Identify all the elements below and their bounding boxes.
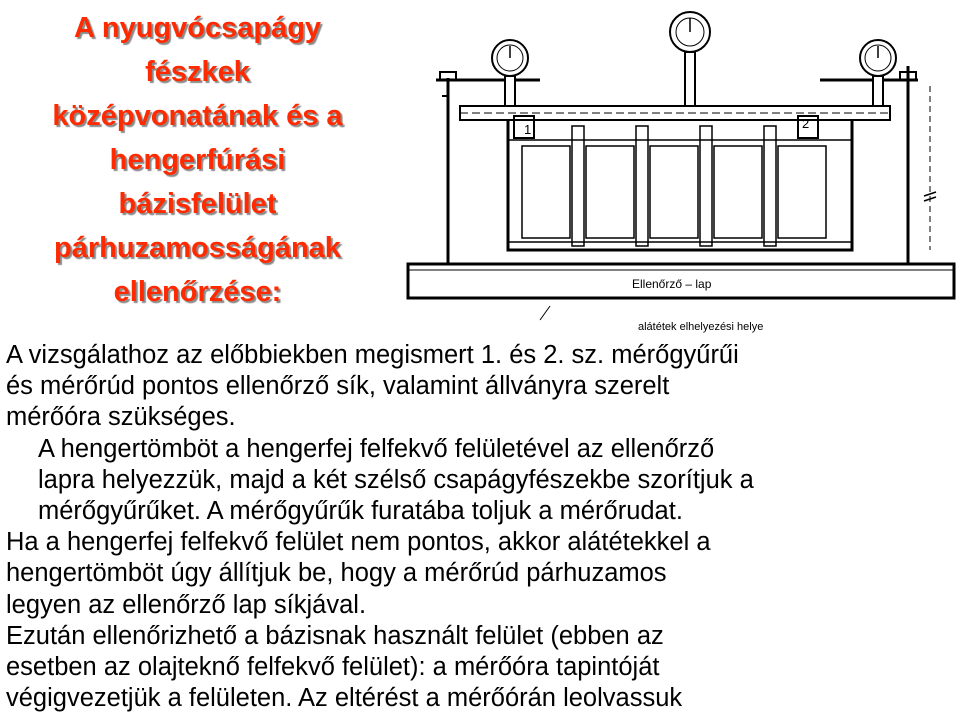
plate-label: Ellenőrző – lap xyxy=(632,277,712,291)
paragraph xyxy=(6,621,956,715)
title-line: bázisfelület xyxy=(118,188,277,220)
text-line: mérőgyűrűket. A mérőgyűrűk furatába toljuk a mérőrudat. xyxy=(38,497,683,526)
engine-block-check-drawing xyxy=(400,6,960,336)
text-line: esetben az olajteknő felfekvő felület): a mérőóra tapintóját xyxy=(6,653,660,682)
slide-title xyxy=(0,6,395,314)
text-line: Ezután ellenőrizhető a bázisnak használt felület (ebben az xyxy=(6,621,664,650)
text-line: mérőóra szükséges. xyxy=(6,403,236,432)
marker-2: 2 xyxy=(802,116,810,131)
title-line: ellenőrzése: xyxy=(113,276,282,308)
text-line: A hengertömböt a hengerfej felfekvő felületével az ellenőrző xyxy=(38,434,715,463)
body-text xyxy=(6,340,956,714)
dial-gauge-icon xyxy=(670,12,710,106)
paragraph xyxy=(6,340,956,434)
text-line: Ha a hengerfej felfekvő felület nem pontos, akkor alátétekkel a xyxy=(6,528,711,557)
dial-gauge-icon xyxy=(860,40,896,106)
title-line: középvonatának és a xyxy=(52,100,343,132)
text-line: legyen az ellenőrző lap síkjával. xyxy=(6,590,367,619)
text-line: hengertömböt úgy állítjuk be, hogy a mérőrúd párhuzamos xyxy=(6,559,667,588)
paragraph xyxy=(6,434,956,528)
title-line: fészkek xyxy=(145,56,250,88)
text-line: A vizsgálathoz az előbbiekben megismert 1. és 2. sz. mérőgyűrűi xyxy=(6,341,739,369)
marker-1: 1 xyxy=(524,122,532,137)
text-line: végigvezetjük a felületen. Az eltérést a mérőórán leolvassuk xyxy=(6,684,683,713)
title-line: párhuzamosságának xyxy=(54,232,341,264)
dial-gauge-icon xyxy=(492,40,528,106)
title-line: A nyugvócsapágy xyxy=(73,12,322,44)
paragraph xyxy=(6,527,956,621)
text-line: lapra helyezzük, majd a két szélső csapágyfészekbe szorítjuk a xyxy=(38,465,754,494)
title-line: hengerfúrási xyxy=(109,144,286,176)
shims-label: alátétek elhelyezési helye xyxy=(638,321,764,333)
text-line: és mérőrúd pontos ellenőrző sík, valamint állványra szerelt xyxy=(6,372,670,401)
